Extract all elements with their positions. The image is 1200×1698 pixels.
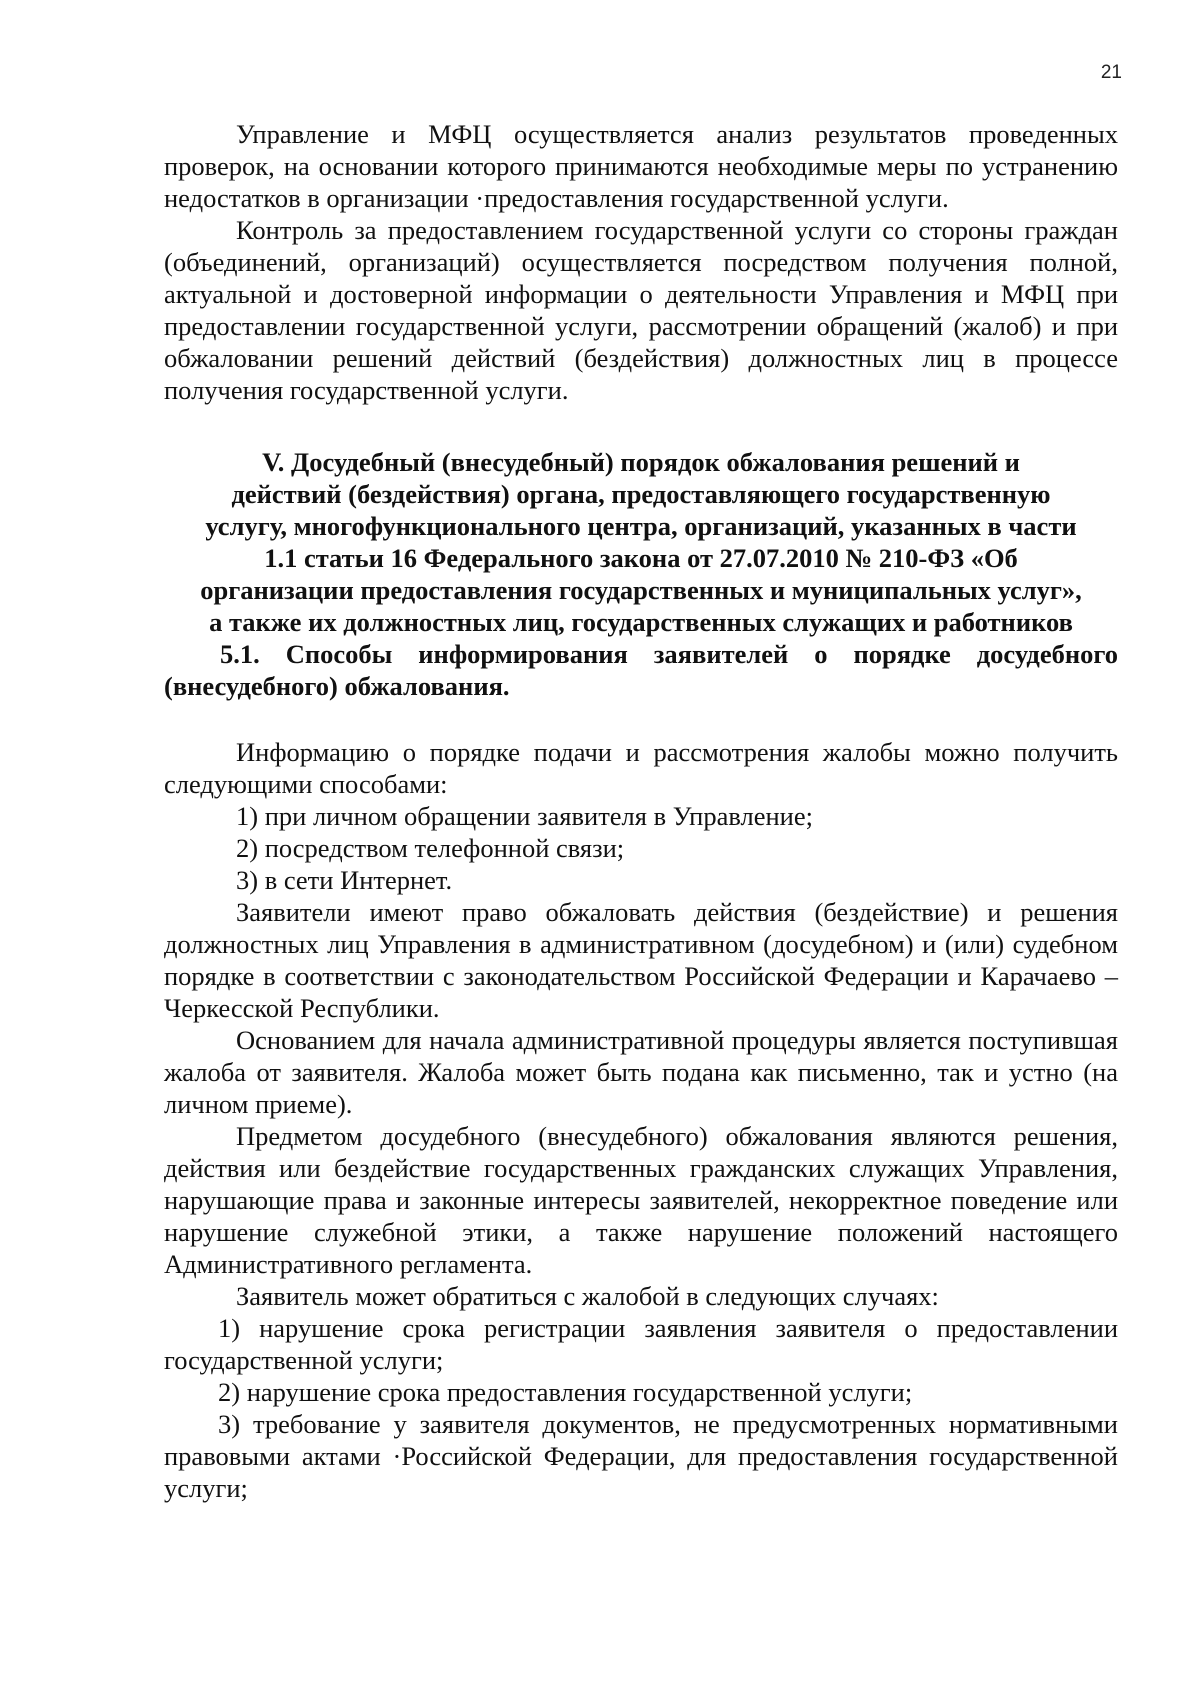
section-heading-line: 1.1 статьи 16 Федерального закона от 27.07.2010 № 210-ФЗ «Об	[264, 543, 1018, 573]
section-heading-line: а также их должностных лиц, государственных служащих и работников	[209, 607, 1073, 637]
list-item: 1) при личном обращении заявителя в Управление;	[236, 801, 813, 831]
list-item: 1) нарушение срока регистрации заявления заявителя о предоставлении государственной услуги;	[164, 1313, 1118, 1375]
paragraph-analysis: Управление и МФЦ осуществляется анализ результатов проведенных проверок, на основании которого принимаются необходимые меры по устранению недостатков в организации ·предоставления государственной услуги.	[164, 119, 1118, 213]
spacer	[164, 702, 1118, 736]
page-number: 21	[1100, 62, 1122, 83]
list-item: 3) требование у заявителя документов, не предусмотренных нормативными правовыми актами ·Российской Федерации, для предоставления государственной услуги;	[164, 1409, 1118, 1503]
list-item: 2) посредством телефонной связи;	[236, 833, 625, 863]
paragraph-subject: Предметом досудебного (внесудебного) обжалования являются решения, действия или бездействие государственных гражданских служащих Управления, нарушающие права и законные интересы заявителей, некорректное поведение или нарушение служебной этики, а также нарушение положений настоящего Административного регламента.	[164, 1121, 1118, 1279]
list-item: 2) нарушение срока предоставления государственной услуги;	[218, 1377, 913, 1407]
subsection-heading: 5.1. Способы информирования заявителей о порядке досудебного (внесудебного) обжалования.	[164, 639, 1118, 701]
section-heading-line: V. Досудебный (внесудебный) порядок обжалования решений и	[262, 447, 1020, 477]
paragraph-appeal-right: Заявители имеют право обжаловать действия (бездействие) и решения должностных лиц Управления в административном (досудебном) и (или) судебном порядке в соответствии с законодательством Российской Федерации и Карачаево – Черкесской Республики.	[164, 897, 1118, 1023]
section-heading-line: действий (бездействия) органа, предоставляющего государственную	[231, 479, 1051, 509]
section-heading-line: услугу, многофункционального центра, организаций, указанных в части	[205, 511, 1077, 541]
paragraph-grounds: Основанием для начала административной процедуры является поступившая жалоба от заявителя. Жалоба может быть подана как письменно, так и устно (на личном приеме).	[164, 1025, 1118, 1119]
paragraph-cases-intro: Заявитель может обратиться с жалобой в следующих случаях:	[236, 1281, 939, 1311]
section-heading	[164, 446, 1118, 638]
paragraph-info-intro: Информацию о порядке подачи и рассмотрения жалобы можно получить следующими способами:	[164, 737, 1118, 799]
list-item: 3) в сети Интернет.	[236, 865, 453, 895]
section-heading-line: организации предоставления государственных и муниципальных услуг»,	[200, 575, 1082, 605]
document-body	[164, 118, 1118, 1504]
paragraph-control: Контроль за предоставлением государственной услуги со стороны граждан (объединений, организаций) осуществляется посредством получения полной, актуальной и достоверной информации о деятельности Управления и МФЦ при предоставлении государственной услуги, рассмотрении обращений (жалоб) и при обжаловании решений действий (бездействия) должностных лиц в процессе получения государственной услуги.	[164, 215, 1118, 405]
